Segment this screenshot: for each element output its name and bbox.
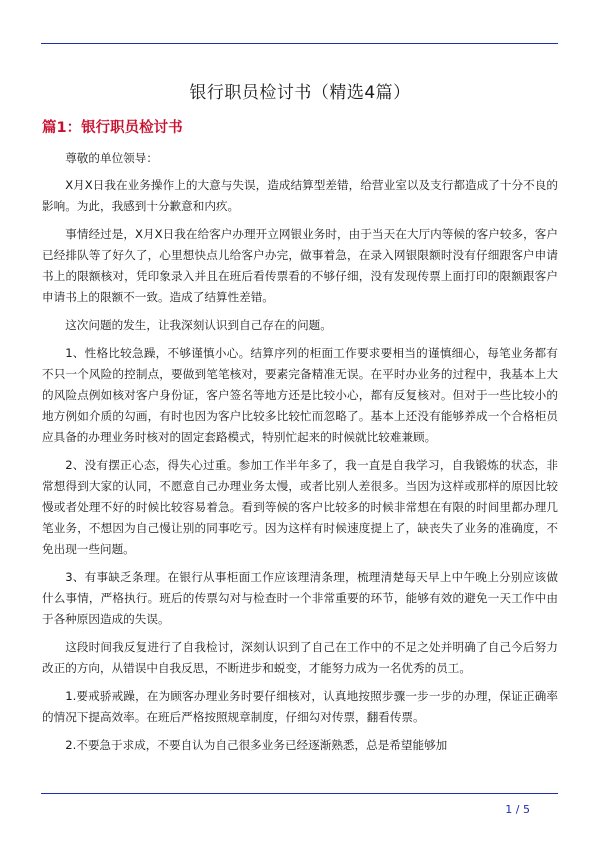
section-heading: 篇1：银行职员检讨书 [42,120,183,136]
paragraph: 2.不要急于求成，不要自认为自己很多业务已经逐渐熟悉，总是希望能够加 [65,738,448,752]
header-rule [41,43,558,44]
paragraph: 3、有事缺乏条理。在银行从事柜面工作应该理清条理，梳理清楚每天早上中午晚上分别应该做什么事情，严格执行。班后的传票勾对与检查时一个非常重要的环节，能够有效的避免一天工作中由于各种原因造成的失误。 [42,570,558,626]
paragraph: X月X日我在业务操作上的大意与失误，造成结算型差错，给营业室以及支行都造成了十分不良的影响。为此，我感到十分歉意和内疚。 [42,178,558,213]
paragraph: 1.要戒骄戒躁，在为顾客办理业务时要仔细核对，认真地按照步骤一步一步的办理，保证正确率的情况下提高效率。在班后严格按照规章制度，仔细勾对传票，翻看传票。 [42,689,558,724]
paragraph: 2、没有摆正心态，得失心过重。参加工作半年多了，我一直是自我学习，自我锻炼的状态，非常想得到大家的认同，不愿意自己办理业务太慢，或者比别人差很多。当因为这样或那样的原因比较慢或者处理不好的时候比较容易着急。看到等候的客户比较多的时候非常想在有限的时间里都办理几笔业务，不想因为自己慢让别的同事吃亏。因为这样有时候速度提上了，缺丧失了业务的准确度，不免出现一些问题。 [42,458,558,556]
document-title: 银行职员检讨书（精选4篇） [189,83,411,103]
page-number: 1 / 5 [505,803,530,816]
paragraph-greeting: 尊敬的单位领导： [65,151,158,165]
document-body [42,148,558,763]
paragraph: 事情经过是，X月X日我在给客户办理开立网银业务时，由于当天在大厅内等候的客户较多，客户已经排队等了好久了，心里想快点儿给客户办完，做事着急，在录入网银限额时没有仔细跟客户申请书上的限额核对，凭印象录入并且在班后看传票看的不够仔细，没有发现传票上面打印的限额跟客户申请书上的限额不一致。造成了结算性差错。 [42,227,558,304]
footer-rule [41,793,558,794]
paragraph: 这次问题的发生，让我深刻认识到自己存在的问题。 [65,318,332,332]
paragraph: 1、性格比较急躁，不够谨慎小心。结算序列的柜面工作要求要相当的谨慎细心，每笔业务都有不只一个风险的控制点，要做到笔笔核对，要素完备精准无误。在平时办业务的过程中，我基本上大的风险点例如核对客户身份证，客户签名等地方还是比较小心，都有反复核对。但对于一些比较小的地方例如介质的勾画，有时也因为客户比较多比较忙而忽略了。基本上还没有能够养成一个合格柜员应具备的办理业务时核对的固定套路模式，特别忙起来的时候就比较难兼顾。 [42,346,558,444]
paragraph: 这段时间我反复进行了自我检讨，深刻认识到了自己在工作中的不足之处并明确了自己今后努力改正的方向，从错误中自我反思，不断进步和蜕变，才能努力成为一名优秀的员工。 [42,640,558,675]
